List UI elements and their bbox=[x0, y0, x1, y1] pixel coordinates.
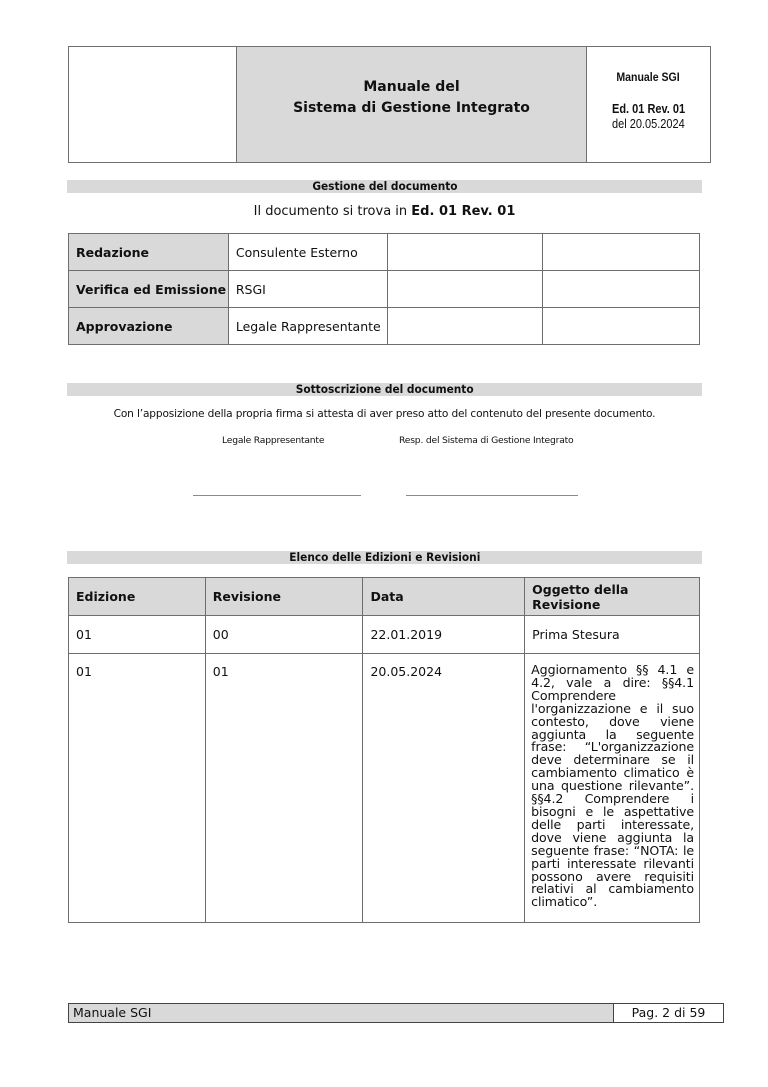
cell-oggetto: Aggiornamento §§ 4.1 e 4.2, vale a dire: §§4.1 Comprendere l'organizzazione e il suo contesto, dove viene aggiunta la seguente frase: “L'organizzazione deve determinare se il cambiamento climatico è una questione rilevante”. §§4.2 Comprendere i bisogni e le aspettative delle parti interessate, dove viene aggiunta la seguente frase: “NOTA: le parti interessate rilevanti possono avere requisiti relativi al cambiamento climatico”. bbox=[525, 654, 700, 923]
page-number: Pag. 2 di 59 bbox=[631, 1005, 706, 1020]
section-title: Sottoscrizione del documento bbox=[295, 382, 474, 396]
cell-revisione: 00 bbox=[205, 616, 363, 654]
column-header-oggetto: Oggetto della Revisione bbox=[525, 578, 700, 616]
title-line-2: Sistema di Gestione Integrato bbox=[293, 99, 530, 116]
table-header-row bbox=[69, 578, 700, 616]
approval-table bbox=[68, 233, 700, 345]
title-line-1: Manuale del bbox=[363, 78, 460, 95]
table-row bbox=[69, 234, 700, 271]
table-row bbox=[69, 271, 700, 308]
signature-line-1[interactable] bbox=[193, 495, 361, 496]
row-value: Consulente Esterno bbox=[228, 234, 387, 271]
status-prefix: Il documento si trova in bbox=[253, 204, 412, 219]
section-title: Gestione del documento bbox=[311, 179, 458, 193]
section-signature bbox=[67, 383, 702, 396]
cell-edizione: 01 bbox=[69, 616, 206, 654]
signature-line-2[interactable] bbox=[406, 495, 578, 496]
row-value: RSGI bbox=[228, 271, 387, 308]
table-row bbox=[69, 308, 700, 345]
row-label: Approvazione bbox=[69, 308, 229, 345]
document-header bbox=[68, 46, 711, 163]
revisions-table bbox=[68, 577, 700, 923]
section-revisions bbox=[67, 551, 702, 564]
doc-code: Manuale SGI bbox=[616, 70, 681, 84]
signer-legal-representative: Legale Rappresentante bbox=[222, 435, 325, 446]
cell-edizione: 01 bbox=[69, 654, 206, 923]
row-value: Legale Rappresentante bbox=[228, 308, 387, 345]
date-cell bbox=[543, 234, 700, 271]
signature-cell bbox=[387, 271, 543, 308]
cell-oggetto: Prima Stesura bbox=[525, 616, 700, 654]
cell-data: 20.05.2024 bbox=[363, 654, 525, 923]
column-header-edizione: Edizione bbox=[69, 578, 206, 616]
signature-cell bbox=[387, 234, 543, 271]
logo-placeholder bbox=[69, 47, 237, 162]
footer-doc-name: Manuale SGI bbox=[69, 1004, 614, 1022]
document-title bbox=[237, 47, 587, 162]
edition-revision: Ed. 01 Rev. 01 bbox=[611, 102, 686, 116]
row-label: Redazione bbox=[69, 234, 229, 271]
page-footer bbox=[68, 1003, 724, 1023]
document-meta bbox=[587, 47, 710, 162]
section-document-management bbox=[67, 180, 702, 193]
signature-cell bbox=[387, 308, 543, 345]
status-value: Ed. 01 Rev. 01 bbox=[411, 204, 516, 219]
signature-statement: Con l’apposizione della propria firma si attesta di aver preso atto del contenuto del presente documento. bbox=[113, 408, 656, 420]
section-title: Elenco delle Edizioni e Revisioni bbox=[288, 550, 481, 564]
date-cell bbox=[543, 308, 700, 345]
date-cell bbox=[543, 271, 700, 308]
column-header-revisione: Revisione bbox=[205, 578, 363, 616]
table-row bbox=[69, 616, 700, 654]
row-label: Verifica ed Emissione bbox=[69, 271, 229, 308]
document-status bbox=[67, 204, 702, 219]
cell-revisione: 01 bbox=[205, 654, 363, 923]
cell-data: 22.01.2019 bbox=[363, 616, 525, 654]
table-row bbox=[69, 654, 700, 923]
revision-date: del 20.05.2024 bbox=[612, 117, 685, 131]
signer-sgi-manager: Resp. del Sistema di Gestione Integrato bbox=[399, 435, 574, 446]
column-header-data: Data bbox=[363, 578, 525, 616]
